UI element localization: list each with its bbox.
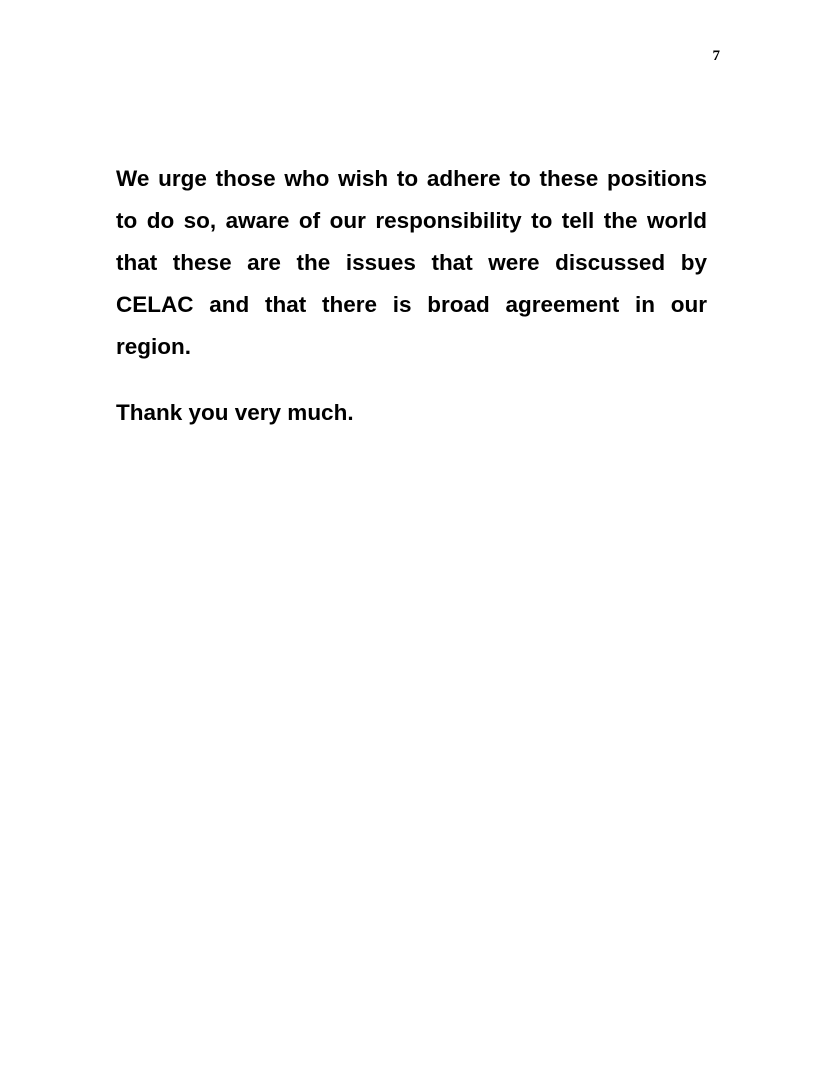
page-number: 7 bbox=[712, 48, 720, 64]
document-body bbox=[116, 158, 707, 434]
body-paragraph: We urge those who wish to adhere to these positions to do so, aware of our responsibility to tell the world that these are the issues that were discussed by CELAC and that there is broad agreement in our region. bbox=[116, 166, 707, 359]
closing-line: Thank you very much. bbox=[116, 400, 354, 425]
